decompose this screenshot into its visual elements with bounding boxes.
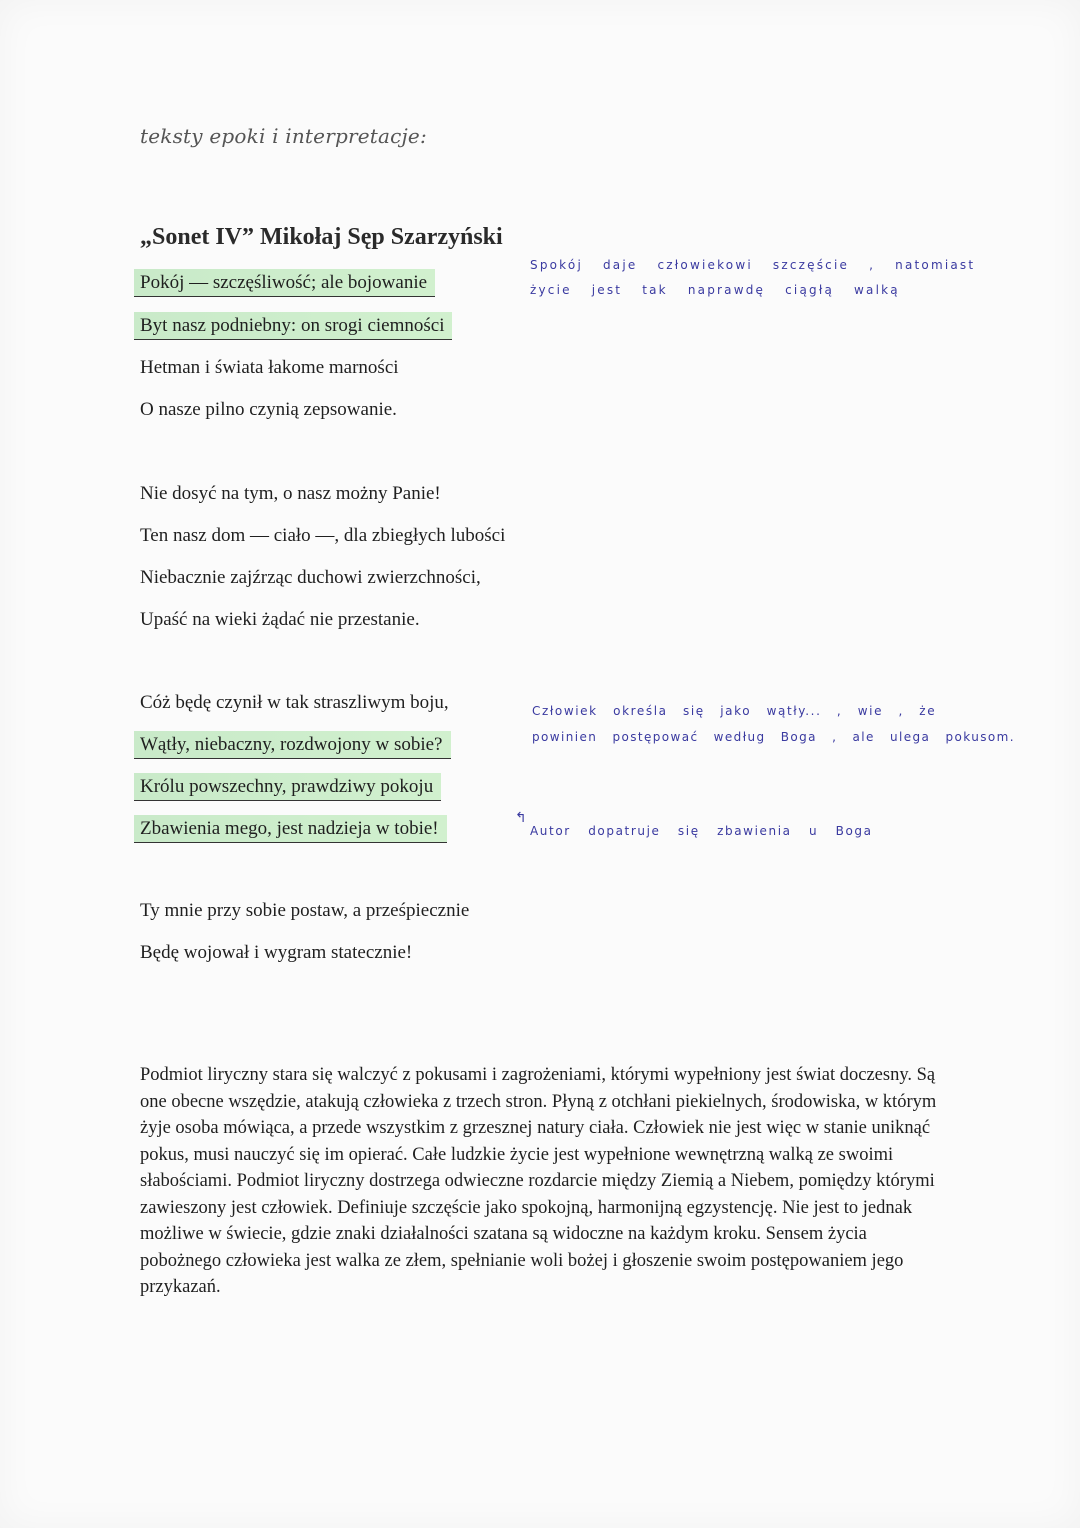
- verse-2-3: Niebacznie zajźrząc duchowi zwierzchności,: [140, 567, 481, 588]
- poem-title: „Sonet IV” Mikołaj Sęp Szarzyński: [140, 224, 503, 250]
- verse-4-1: Ty mnie przy sobie postaw, a prześpiecznie: [140, 900, 470, 921]
- highlighted-verse: Królu powszechny, prawdziwy pokoju: [134, 773, 441, 801]
- highlighted-verse: Pokój — szczęśliwość; ale bojowanie: [134, 269, 435, 297]
- verse-1-4: O nasze pilno czynią zepsowanie.: [140, 399, 397, 420]
- handwritten-note-2-line-2: powinien postępować według Boga , ale ulega pokusom.: [532, 730, 1015, 744]
- verse-3-4: [140, 818, 447, 840]
- section-heading: teksty epoki i interpretacje:: [140, 124, 427, 148]
- verse-4-2: Będę wojował i wygram statecznie!: [140, 942, 413, 963]
- handwritten-note-2-line-1: Człowiek określa się jako wątły... , wie , że: [532, 704, 937, 718]
- highlighted-verse: Byt nasz podniebny: on srogi ciemności: [134, 312, 452, 340]
- handwritten-note-3: Autor dopatruje się zbawienia u Boga: [530, 824, 873, 838]
- verse-2-1: Nie dosyć na tym, o nasz możny Panie!: [140, 483, 441, 504]
- verse-1-2: [140, 315, 452, 337]
- verse-1-3: Hetman i świata łakome marności: [140, 357, 399, 378]
- handwritten-note-1-line-2: życie jest tak naprawdę ciągłą walką: [530, 283, 900, 297]
- verse-2-4: Upaść na wieki żądać nie przestanie.: [140, 609, 420, 630]
- verse-2-2: Ten nasz dom — ciało —, dla zbiegłych lubości: [140, 525, 506, 546]
- interpretation-paragraph: Podmiot liryczny stara się walczyć z pokusami i zagrożeniami, którymi wypełniony jest świat doczesny. Są one obecne wszędzie, atakują człowieka z trzech stron. Płyną z otchłani piekielnych, środowiska, w którym żyje osoba mówiąca, a przede wszystkim z grzesznej natury ciała. Człowiek nie jest więc w stanie uniknąć pokus, musi nauczyć się im opierać. Całe ludzkie życie jest wypełnione wewnętrzną walką ze swoimi słabościami. Podmiot liryczny dostrzega odwieczne rozdarcie między Ziemią a Niebem, pomiędzy którymi zawieszony jest człowiek. Definiuje szczęście jako spokojną, harmonijną egzystencję. Nie jest to jednak możliwe w świecie, gdzie znaki działalności szatana są widoczne na każdym kroku. Sensem życia pobożnego człowieka jest walka ze złem, spełnianie woli bożej i głoszenie swoim postępowaniem jego przykazań.: [140, 1065, 937, 1297]
- highlighted-verse: Zbawienia mego, jest nadzieja w tobie!: [134, 815, 447, 843]
- handwritten-note-1-line-1: Spokój daje człowiekowi szczęście , natomiast: [530, 258, 976, 272]
- verse-3-2: [140, 734, 451, 756]
- curved-arrow-icon: ↰: [515, 810, 527, 826]
- highlighted-verse: Wątły, niebaczny, rozdwojony w sobie?: [134, 731, 451, 759]
- verse-1-1: [140, 272, 435, 294]
- verse-3-1: Cóż będę czynił w tak straszliwym boju,: [140, 692, 449, 713]
- verse-3-3: [140, 776, 441, 798]
